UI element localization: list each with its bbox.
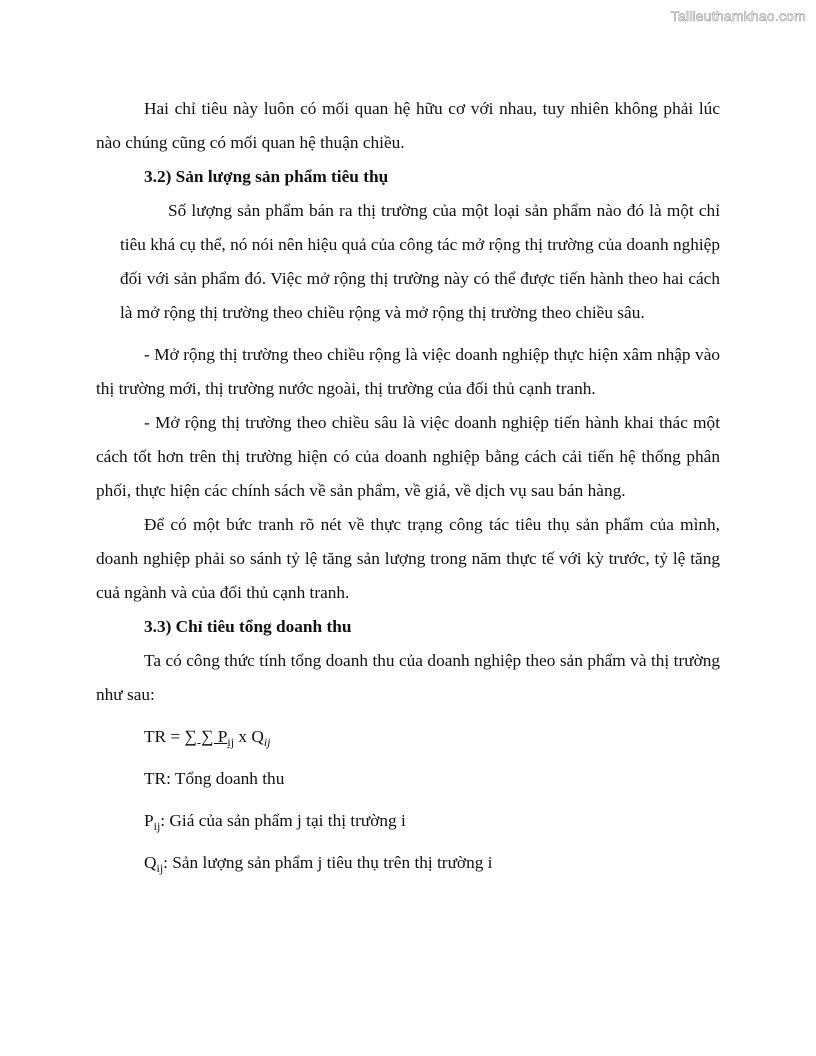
definition-symbol: Q xyxy=(144,853,157,872)
definition-q xyxy=(96,846,720,880)
paragraph-sales-volume: Số lượng sản phẩm bán ra thị trường của một loại sản phẩm nào đó là một chỉ tiêu khá cụ thể, nó nói nên hiệu quả của công tác mở rộng thị trường của doanh nghiệp đối với sản phẩm đó. Việc mở rộng thị trường này có thể được tiến hành theo hai cách là mở rộng thị trường theo chiều rộng và mở rộng thị trường theo chiều sâu. xyxy=(120,201,720,322)
paragraph-formula-intro: Ta có công thức tính tổng doanh thu của doanh nghiệp theo sản phẩm và thị trường như sau: xyxy=(96,651,720,704)
formula-sums: ∑ ∑ P xyxy=(184,727,228,746)
definition-text: : Tổng doanh thu xyxy=(166,769,285,788)
definition-tr xyxy=(96,762,720,796)
formula-lhs: TR = xyxy=(144,727,185,746)
formula-times: x Q xyxy=(234,727,264,746)
definition-p xyxy=(96,804,720,838)
formula-p-subscript: ij xyxy=(227,735,235,749)
paragraph-depth-expansion: - Mở rộng thị trường theo chiều sâu là việc doanh nghiệp tiến hành khai thác một cách tốt hơn trên thị trường hiện có của doanh nghiệp bằng cách cải tiến hệ thống phân phối, thực hiện các chính sách về sản phẩm, về giá, về dịch vụ sau bán hàng. xyxy=(96,413,720,500)
definition-text: : Giá của sản phẩm j tại thị trường i xyxy=(160,811,406,830)
revenue-formula xyxy=(96,720,720,754)
definition-symbol: P xyxy=(144,811,154,830)
definition-symbol: TR xyxy=(144,769,167,788)
section-heading-3-3: 3.3) Chỉ tiêu tổng doanh thu xyxy=(144,617,352,636)
site-watermark: Tailieuthamkhao.com xyxy=(670,8,806,24)
paragraph-intro: Hai chỉ tiêu này luôn có mối quan hệ hữu cơ với nhau, tuy nhiên không phải lúc nào chúng cũng có mối quan hệ thuận chiều. xyxy=(96,99,720,152)
paragraph-width-expansion: - Mở rộng thị trường theo chiều rộng là việc doanh nghiệp thực hiện xâm nhập vào thị trường mới, thị trường nước ngoài, thị trường của đối thủ cạnh tranh. xyxy=(96,345,720,398)
document-page xyxy=(96,92,720,880)
formula-q-subscript: ij xyxy=(263,735,271,749)
section-heading-3-2: 3.2) Sản lượng sản phẩm tiêu thụ xyxy=(144,167,389,186)
paragraph-comparison: Để có một bức tranh rõ nét về thực trạng công tác tiêu thụ sản phẩm của mình, doanh nghiệp phải so sánh tỷ lệ tăng sản lượng trong năm thực tế với kỳ trước, tỷ lệ tăng cuả ngành và của đối thủ cạnh tranh. xyxy=(96,515,720,602)
definition-subscript: ij xyxy=(153,819,161,833)
definition-text: : Sản lượng sản phẩm j tiêu thụ trên thị trường i xyxy=(163,853,493,872)
definition-subscript: ij xyxy=(156,861,164,875)
